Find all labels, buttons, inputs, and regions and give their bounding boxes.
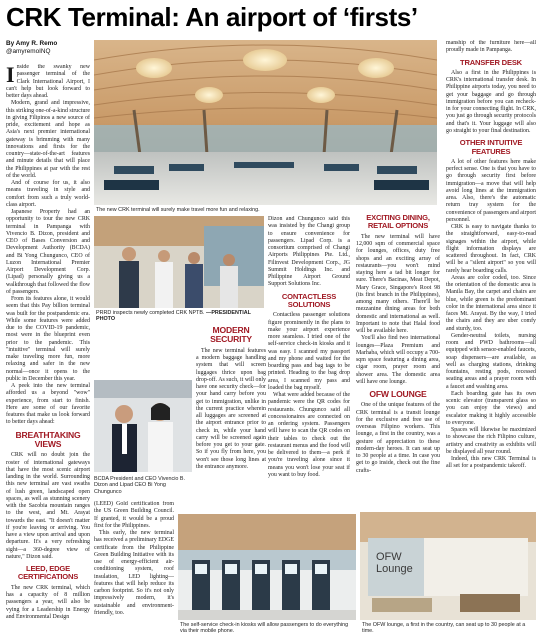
col1-p5: From its features alone, it would seem that this Pay billion terminal was built for the postpandemic era. While some features were added due to the COVID-19 pandemic, most were in the blueprint even prior to the pandemic. This "intuitive" terminal will surely make traveling more fun, more relaxing and safer in the new normal—once it opens to the public in December this year. [6, 296, 90, 382]
caption-kiosk: The self-service check-in kiosks will allow passengers to do everything via their mobile phone. [180, 622, 349, 635]
subhead-dining: EXCITING DINING, RETAIL OPTIONS [366, 214, 430, 231]
ofw-lounge-photo [360, 512, 536, 620]
column-security [196, 326, 266, 506]
ofw-lounge-image [360, 512, 536, 620]
col5-p3: A lot of other features here make perfect sense. One is that you have to go through security first before immigration—a move that will help avoid long lines at the immigration area. Also, there's the automatic return tray system for the convenience of passengers and airport personnel. [446, 158, 536, 223]
prrd-photo [94, 216, 264, 308]
terminal-interior-image [94, 40, 437, 205]
col5-p7: Each boarding gate has its own scenic elevator (transparent glass so you can enjoy the views) and escalator making it highly accessible to everyone. [446, 390, 536, 426]
col3-p2: Contactless passenger solutions figure prominently in the plans to make your airport experience more seamless. I tried one of the self-service check-in kiosks and it was easy. I scanned my passport and my phone and waited for the boarding pass and bag tags to be printed. Heading to the bag drop area, I scanned my pass and loaded the bag myself. [268, 312, 350, 391]
col5-p2: Also a first in the Philippines is CRK's international transfer desk. In Philippine airports today, you need to get your baggage and go through immigration before you can recheck-in for your connecting flight. In CRK, you just go through security protocols and that's it. Your luggage will also go straight to your final destination. [446, 69, 536, 134]
column-2 [94, 501, 174, 639]
col4-p3: One of the unique features of the CRK terminal is a transit lounge for the exclusive and free use of overseas Filipino workers. This lounge, a first in the country, was a gesture of appreciation to these modern-day heroes. It can seat up to 30 people at a time. In case you get to go inside, check out the fine crafts- [356, 402, 440, 474]
prrd-inspection-image [94, 216, 264, 308]
col5-p4: CRK is easy to navigate thanks to the straightforward, easy-to-read signages within the airport, while flight information displays are scattered throughout. In fact, CRK will be a "silent airport" so you will rarely hear boarding calls. [446, 224, 536, 274]
subhead-intuitive: OTHER INTUITIVE FEATURES [459, 138, 523, 156]
subhead-transfer-desk: TRANSFER DESK [460, 57, 522, 67]
subhead-modern-security: MODERN SECURITY [210, 326, 252, 345]
col1-p1: Inside the swanky new passenger terminal of the Clark International Airport, I can't help but look forward to better days ahead. [6, 64, 90, 99]
bcda-officials-image [94, 380, 192, 472]
col5-p1: manship of the furniture here—all proudly made in Pampanga. [446, 40, 536, 54]
col5-p8: Spaces will likewise be maximized to showcase the rich Filipino culture, artistry and creativity as exhibits will be displayed all year round. [446, 427, 536, 455]
column-5 [446, 40, 536, 510]
col4-p2: You'll also find two international lounges—Plaza Premium and Marhaba, which will occupy a 700-sqm space featuring a dining area, cigar room, prayer room and shower area. The domestic area will have one lounge. [356, 335, 440, 385]
column-1 [6, 64, 90, 638]
subhead-ofw-lounge: OFW LOUNGE [369, 389, 427, 400]
col1-p4: Japanese Property had an opportunity to tour the new CRK terminal in Pampanga with Vivencio B. Dizon, president and CEO of Bases Conversion and Development Authority (BCDA) and Bi Yong Chungunco, CEO of Luzon International Premier Airport Development Corp. (Lipad) personally giving us a walkthrough that followed the flow of passengers. [6, 209, 90, 295]
col2-p2: This early, the new terminal has received a preliminary EDGE certificate from the Philippine Green Building Initiative with its use of energy-efficient air-conditioning system, roof insulation, LED lighting—features that will help reduce its carbon footprint. So it's not only impressively modern, it's sustainable and environment-friendly, too. [94, 530, 174, 616]
col1-p8: The new CRK terminal, which has a capacity of 8 million passengers a year, will also be vying for a Leadership in Energy and Environmental Design [6, 584, 90, 620]
bcda-photo [94, 380, 192, 472]
byline-name: By Amy R. Remo [6, 40, 58, 47]
subhead-leed: LEED, EDGE CERTIFICATIONS [17, 564, 79, 582]
terminal-hall-photo [94, 40, 437, 205]
dropcap: I [6, 64, 15, 87]
col5-p9: Indeed, this new CRK Terminal is all set for a postpandemic takeoff. [446, 456, 536, 470]
subhead-contactless: CONTACTLESS SOLUTIONS [281, 291, 337, 309]
col5-p6: Gender-neutral toilets, nursing room and PWD bathrooms—all equipped with sensor-enabled faucets, soap dispensers—are available, as well as charging stations, drinking fountains, resting pods, recessed seating areas and a prayer room with a faucet and washing area. [446, 332, 536, 390]
check-in-kiosks-image [178, 514, 356, 620]
col1-p7: CRK will no doubt join the roster of international gateways that have the most scenic airport landing in the world. Surrounding this new terminal are vast swaths of lush green, landscaped open spaces, as well as stunning scenery with the Sacobia mountain ranges to the west, and Mt. Arayat towards the east. "It doesn't matter if you're leaving or arriving. You have a view upon arrival and upon departure. It's a very refreshing sight—a 360-degree view of nature," Dizon said. [6, 452, 90, 560]
col3-p1: Dizon and Chungunco said this was insisted by the Changi group to ensure convenience for passengers. Lipad Corp. is a consortium comprised of Changi Airports Philippines Pte. Ltd., Filinvest Development Corp., JG Summit Holdings Inc. and Philippine Airport Ground Support Solutions Inc. [268, 216, 350, 288]
col5-p5: Areas are color coded, too. Since the orientation of the domestic area is Manila Bay, the carpet and chairs are blue, while green is the predominant color in the international area since it faces Mt. Arayat. By the way, I tried the chairs and they are uber comfy and sturdy, too. [446, 274, 536, 332]
col1-p2: Modern, grand and impressive, this striking one-of-a-kind structure in giving Filipinos a new source of pride, excitement and hope as Asia's next premier international gateway is brimming with many innovations and firsts for the country—state-of-the-art features and minute details that will place the Philippines at par with the rest of the world. [6, 100, 90, 179]
byline-handle: @amyremoINQ [6, 48, 51, 55]
headline: CRK Terminal: An airport of ‘firsts’ [6, 2, 418, 32]
security-p1: The new terminal features a modern baggage handling system that will screen luggages thrice upon bag drop-off. As such, it will only have one security check—for your hand carry before you get to immigration, unlike in the current practice wherein all luggages are screened at the airport entrance prior to check in, while your hand carry will be screened again before you get to your gate. So if you fly from here, you won't see those long lines at the entrance anymore. [196, 347, 266, 470]
column-3 [268, 216, 350, 511]
col1-p6: A peek into the new terminal afforded us a beyond "wow" experience, from start to finish. Here are some of our favorite features that make us look forward to better days ahead: [6, 383, 90, 426]
caption-main: The new CRK terminal will surely make travel more fun and relaxing. [96, 207, 260, 213]
col4-p1: The new terminal will have 12,000 sqm of commercial space for lounges, offices, duty free shops and an exciting array of restaurants—you won't mind staying here a tad bit longer for sure. There's Bacinas, Meat Depot, Mary Grace, Singapore's Root 98 (its first branch in the Philippines), among many others. There'll be mezzanine dining areas for both domestic and international as well. Important to note that Halal food will be available here. [356, 233, 440, 335]
subhead-breathtaking: BREATHTAKING VIEWS [15, 429, 81, 449]
col1-p3: And of course for us, it also means traveling in style and comfort from such a truly world-class airport. [6, 180, 90, 208]
caption-lounge: The OFW lounge, a first in the country, can seat up to 30 people at a time. [362, 622, 526, 635]
caption-prrd: PRRD inspects newly completed CRK NPTB. —PRESIDENTIAL PHOTO [96, 310, 251, 323]
ofw-lounge-sign: OFW Lounge [376, 551, 413, 575]
col2-p1: (LEED) Gold certification from the US Green Building Council. If granted, it would be a proud first for the Philippines. [94, 501, 174, 529]
col3-p3: What were added because of the pandemic were the QR codes for restaurants. Chungunco said all concessionaires are connected on an ordering system. Passengers will have to scan the QR codes on their tables to check out the restaurant menus and the food will be delivered to them—a perk if you're traveling alone since it means you won't lose your seat if you want to buy food. [268, 392, 350, 478]
kiosk-photo [178, 514, 356, 620]
byline [6, 40, 96, 56]
caption-bcda: BCDA President and CEO Vivencio B. Dizon and Lipad CEO Bi Yong Chungunco [94, 476, 185, 495]
column-4 [356, 214, 440, 510]
